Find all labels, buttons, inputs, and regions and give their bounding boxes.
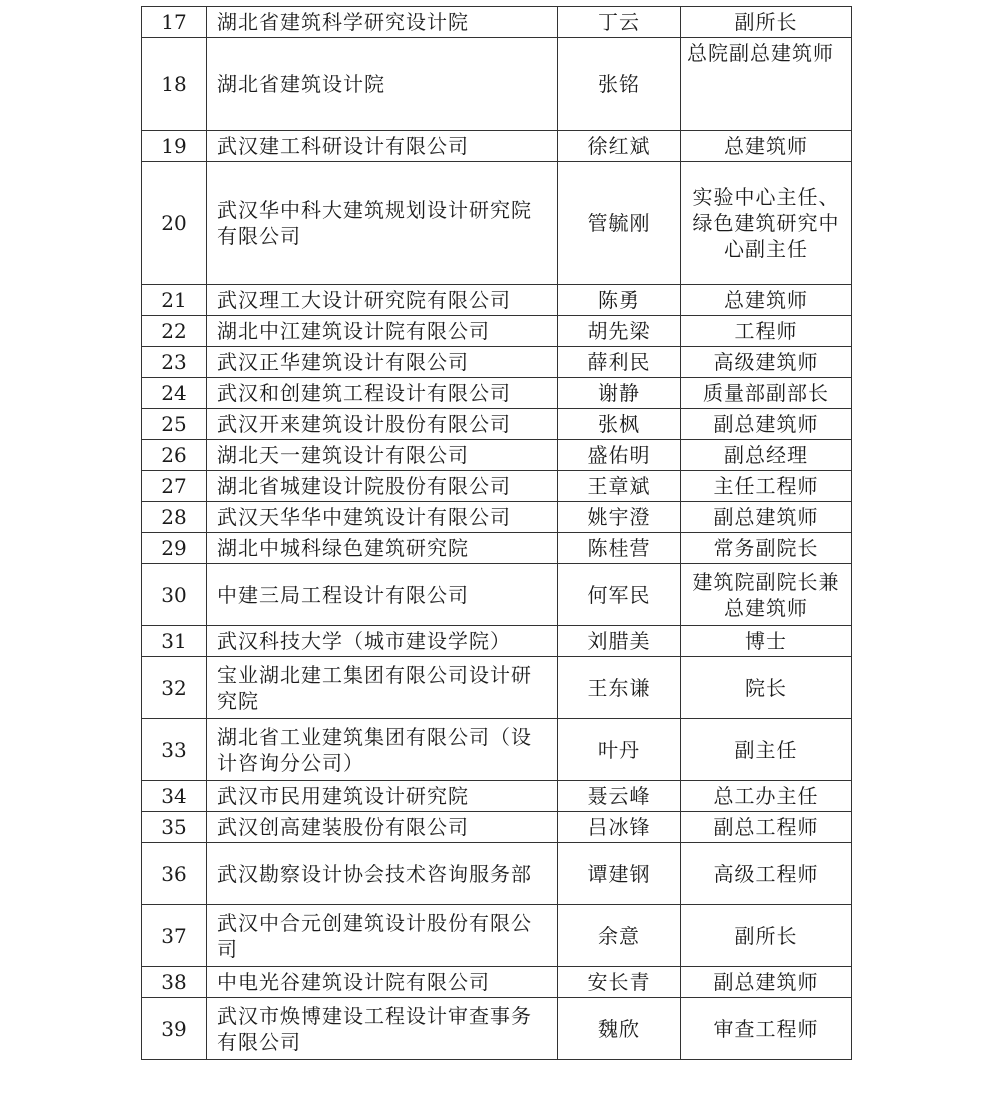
organization-cell: 中电光谷建筑设计院有限公司 (207, 967, 558, 998)
table-row (142, 316, 852, 347)
table-row (142, 967, 852, 998)
table-row (142, 564, 852, 626)
organization-cell: 武汉理工大设计研究院有限公司 (207, 285, 558, 316)
job-title-cell: 质量部副部长 (681, 378, 852, 409)
job-title-cell: 副总经理 (681, 440, 852, 471)
row-number: 37 (142, 905, 207, 967)
row-number: 21 (142, 285, 207, 316)
job-title-cell: 总院副总建筑师 (681, 38, 852, 131)
row-number: 32 (142, 657, 207, 719)
person-name-cell: 魏欣 (558, 998, 681, 1060)
row-number: 22 (142, 316, 207, 347)
organization-cell: 武汉开来建筑设计股份有限公司 (207, 409, 558, 440)
table-row (142, 905, 852, 967)
organization-cell: 武汉创高建装股份有限公司 (207, 812, 558, 843)
person-name-cell: 吕冰锋 (558, 812, 681, 843)
table-row (142, 162, 852, 285)
person-name-cell: 刘腊美 (558, 626, 681, 657)
organization-cell: 武汉市民用建筑设计研究院 (207, 781, 558, 812)
job-title-cell: 副主任 (681, 719, 852, 781)
person-name-cell: 王东谦 (558, 657, 681, 719)
person-name-cell: 叶丹 (558, 719, 681, 781)
person-name-cell: 薛利民 (558, 347, 681, 378)
row-number: 30 (142, 564, 207, 626)
job-title-cell: 副所长 (681, 905, 852, 967)
row-number: 19 (142, 131, 207, 162)
person-name-cell: 盛佑明 (558, 440, 681, 471)
table-row (142, 502, 852, 533)
row-number: 18 (142, 38, 207, 131)
job-title-cell: 高级工程师 (681, 843, 852, 905)
staff-table-body (142, 7, 852, 1060)
job-title-cell: 高级建筑师 (681, 347, 852, 378)
job-title-cell: 总建筑师 (681, 131, 852, 162)
row-number: 39 (142, 998, 207, 1060)
organization-cell: 武汉科技大学（城市建设学院） (207, 626, 558, 657)
person-name-cell: 姚宇澄 (558, 502, 681, 533)
job-title-cell: 工程师 (681, 316, 852, 347)
row-number: 33 (142, 719, 207, 781)
table-row (142, 998, 852, 1060)
person-name-cell: 张枫 (558, 409, 681, 440)
person-name-cell: 聂云峰 (558, 781, 681, 812)
person-name-cell: 谭建钢 (558, 843, 681, 905)
job-title-cell: 副总建筑师 (681, 502, 852, 533)
person-name-cell: 王章斌 (558, 471, 681, 502)
organization-cell: 武汉正华建筑设计有限公司 (207, 347, 558, 378)
row-number: 24 (142, 378, 207, 409)
organization-cell: 中建三局工程设计有限公司 (207, 564, 558, 626)
row-number: 36 (142, 843, 207, 905)
organization-cell: 武汉建工科研设计有限公司 (207, 131, 558, 162)
job-title-cell: 副总建筑师 (681, 967, 852, 998)
row-number: 34 (142, 781, 207, 812)
table-row (142, 38, 852, 131)
person-name-cell: 胡先梁 (558, 316, 681, 347)
row-number: 26 (142, 440, 207, 471)
job-title-cell: 主任工程师 (681, 471, 852, 502)
person-name-cell: 陈桂营 (558, 533, 681, 564)
job-title-cell: 院长 (681, 657, 852, 719)
job-title-cell: 常务副院长 (681, 533, 852, 564)
table-row (142, 471, 852, 502)
person-name-cell: 余意 (558, 905, 681, 967)
organization-cell: 武汉市焕博建设工程设计审查事务有限公司 (207, 998, 558, 1060)
organization-cell: 武汉中合元创建筑设计股份有限公司 (207, 905, 558, 967)
job-title-cell: 总建筑师 (681, 285, 852, 316)
organization-cell: 湖北省建筑设计院 (207, 38, 558, 131)
person-name-cell: 徐红斌 (558, 131, 681, 162)
table-row (142, 781, 852, 812)
row-number: 25 (142, 409, 207, 440)
table-row (142, 719, 852, 781)
person-name-cell: 安长青 (558, 967, 681, 998)
organization-cell: 武汉天华华中建筑设计有限公司 (207, 502, 558, 533)
table-row (142, 347, 852, 378)
person-name-cell: 张铭 (558, 38, 681, 131)
job-title-cell: 审查工程师 (681, 998, 852, 1060)
table-row (142, 657, 852, 719)
job-title-cell: 副总建筑师 (681, 409, 852, 440)
table-row (142, 409, 852, 440)
table-row (142, 285, 852, 316)
job-title-cell: 实验中心主任、绿色建筑研究中心副主任 (681, 162, 852, 285)
table-row (142, 812, 852, 843)
organization-cell: 湖北省城建设计院股份有限公司 (207, 471, 558, 502)
row-number: 38 (142, 967, 207, 998)
row-number: 23 (142, 347, 207, 378)
row-number: 31 (142, 626, 207, 657)
job-title-cell: 博士 (681, 626, 852, 657)
organization-cell: 宝业湖北建工集团有限公司设计研究院 (207, 657, 558, 719)
person-name-cell: 管毓刚 (558, 162, 681, 285)
row-number: 17 (142, 7, 207, 38)
staff-table (141, 6, 852, 1060)
organization-cell: 湖北中江建筑设计院有限公司 (207, 316, 558, 347)
organization-cell: 湖北中城科绿色建筑研究院 (207, 533, 558, 564)
organization-cell: 湖北省工业建筑集团有限公司（设计咨询分公司） (207, 719, 558, 781)
row-number: 20 (142, 162, 207, 285)
person-name-cell: 陈勇 (558, 285, 681, 316)
table-row (142, 533, 852, 564)
table-row (142, 843, 852, 905)
job-title-cell: 建筑院副院长兼总建筑师 (681, 564, 852, 626)
row-number: 28 (142, 502, 207, 533)
person-name-cell: 丁云 (558, 7, 681, 38)
job-title-cell: 副总工程师 (681, 812, 852, 843)
organization-cell: 湖北天一建筑设计有限公司 (207, 440, 558, 471)
organization-cell: 武汉勘察设计协会技术咨询服务部 (207, 843, 558, 905)
table-row (142, 131, 852, 162)
job-title-cell: 副所长 (681, 7, 852, 38)
person-name-cell: 谢静 (558, 378, 681, 409)
organization-cell: 湖北省建筑科学研究设计院 (207, 7, 558, 38)
table-row (142, 440, 852, 471)
row-number: 27 (142, 471, 207, 502)
organization-cell: 武汉华中科大建筑规划设计研究院有限公司 (207, 162, 558, 285)
table-row (142, 378, 852, 409)
table-row (142, 7, 852, 38)
row-number: 29 (142, 533, 207, 564)
person-name-cell: 何军民 (558, 564, 681, 626)
organization-cell: 武汉和创建筑工程设计有限公司 (207, 378, 558, 409)
table-row (142, 626, 852, 657)
row-number: 35 (142, 812, 207, 843)
job-title-cell: 总工办主任 (681, 781, 852, 812)
